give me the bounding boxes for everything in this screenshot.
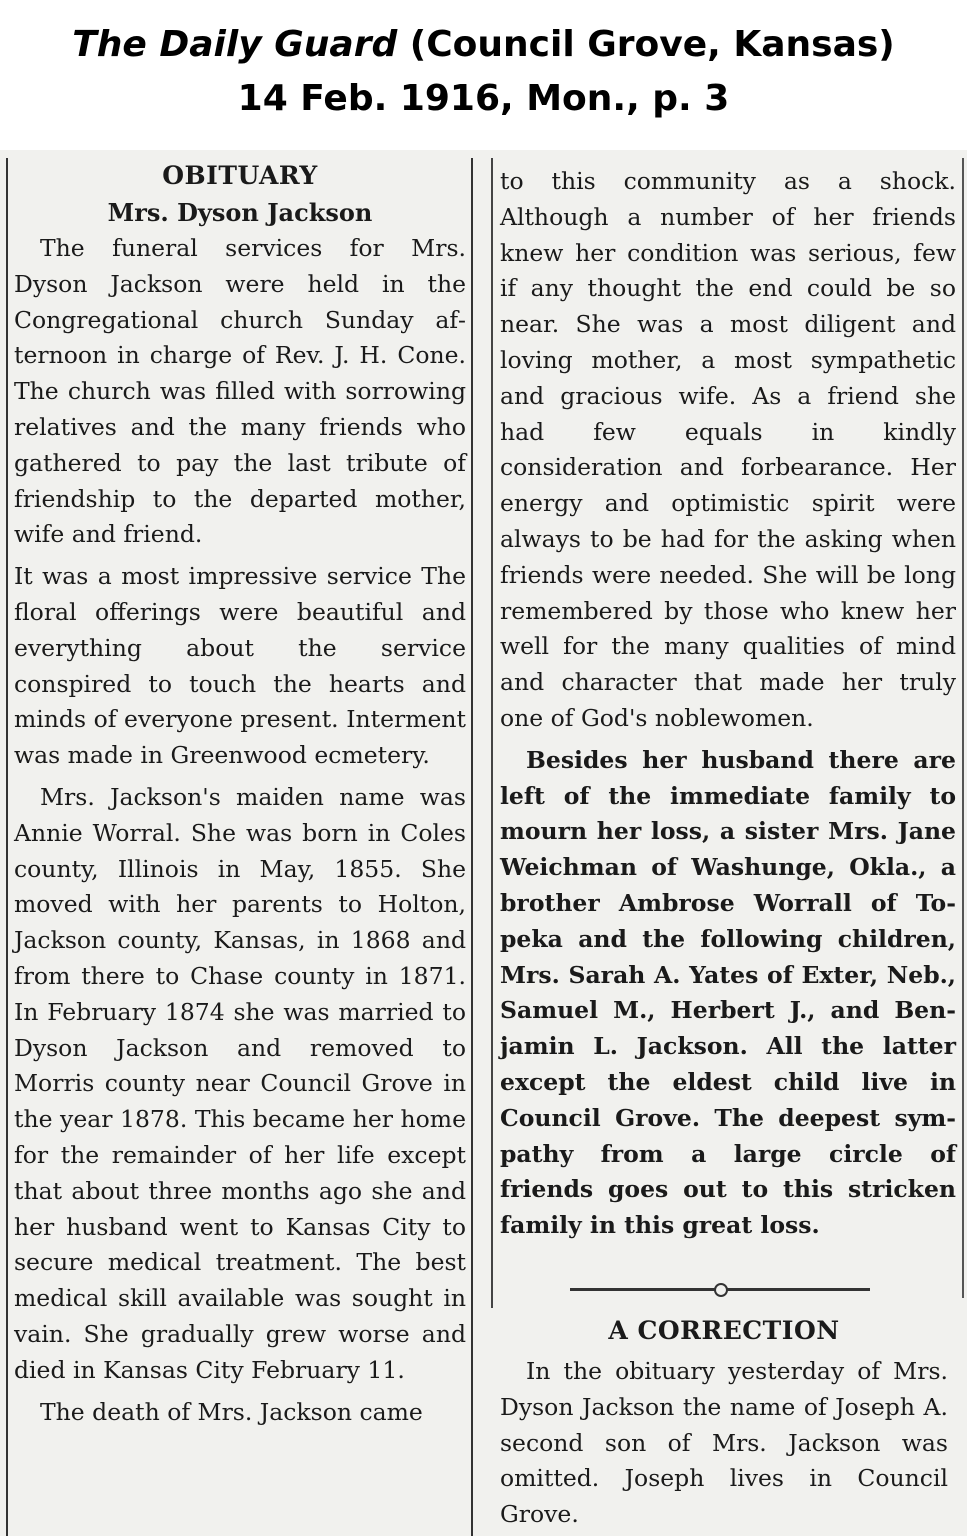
obituary-paragraph-4: The death of Mrs. Jackson came [40,1397,423,1426]
obituary-paragraph-3: Mrs. Jackson's maiden name was Annie Worral. She was born in Coles county, Illinois in May, 1855. She moved with her parents to Holton, Jackson county, Kansas, in 1868 and from there to Chase county in 1871. In February 1874 she was married to Dyson Jackson and removed to Morris county near Council Grove in the year 1878. This became her home for the remainder of her life except that about three months ago she and her husband went to Kansas City to secure medical treatment. The best medical skill available was sought in vain. She gradually grew worse and died in Kansas City February 11. [14,782,466,1384]
obituary-paragraph-1: The funeral services for Mrs. Dyson Jackson were held in the Congregational church Sunday afternoon in charge of Rev. J. H. Cone. The church was filled with sorrowing relatives and the many friends who gathered to pay the last tribute of friendship to the departed mother, wife and friend. [14,234,466,549]
page-header [0,18,967,126]
obituary-heading: OBITUARY [162,161,318,190]
correction-section [500,1312,948,1539]
column-rule-middle-inner [491,158,493,1308]
column-rule-middle [471,158,473,1536]
obituary-left-column [14,157,466,1436]
newspaper-clipping [0,150,967,1536]
obituary-subheading: Mrs. Dyson Jackson [107,198,373,227]
obituary-paragraph-5: to this community as a shock. Although a number of her friends knew her condition was serious, few if any thought the end could be so near. She was a most diligent and loving mother, a most sympathetic and gracious wife. As a friend she had few equals in kindly consideration and forbearance. Her energy and optimistic spirit were always to be had for the asking when friends were needed. She will be long remembered by those who knew her well for the many qualities of mind and character that made her truly one of God's noblewomen. [500,167,956,732]
newspaper-location: (Council Grove, Kansas) [409,24,895,65]
column-rule-right [962,158,964,1298]
obituary-paragraph-6: Besides her husband there are left of the immediate family to mourn her loss, a sister Mrs. Jane Weichman of Washunge, Okla., a brother Ambrose Worrall of Topeka and the following children, Mrs. Sarah A. Yates of Exter, Neb., Samuel M., Herbert J., and Benjamin L. Jackson. All the latter except the eldest child live in Council Grove. The deepest sympathy from a large circle of friends goes out to this stricken family in this great loss. [500,745,956,1240]
section-divider-ornament [714,1283,728,1297]
newspaper-name: The Daily Guard [72,24,398,65]
obituary-right-column [500,164,956,1250]
obituary-paragraph-2: It was a most impressive service The floral offerings were beautiful and everything about the service conspired to touch the hearts and minds of everyone present. Interment was made in Greenwood ecmetery. [14,562,466,770]
issue-date: 14 Feb. 1916, Mon., p. 3 [237,78,730,119]
correction-heading: A CORRECTION [608,1316,840,1345]
column-rule-left [6,158,8,1536]
correction-text: In the obituary yesterday of Mrs. Dyson Jackson the name of Joseph A. second son of Mrs. Jackson was omitted. Joseph lives in Council Grove. [500,1357,948,1529]
header-title-line [0,18,967,72]
